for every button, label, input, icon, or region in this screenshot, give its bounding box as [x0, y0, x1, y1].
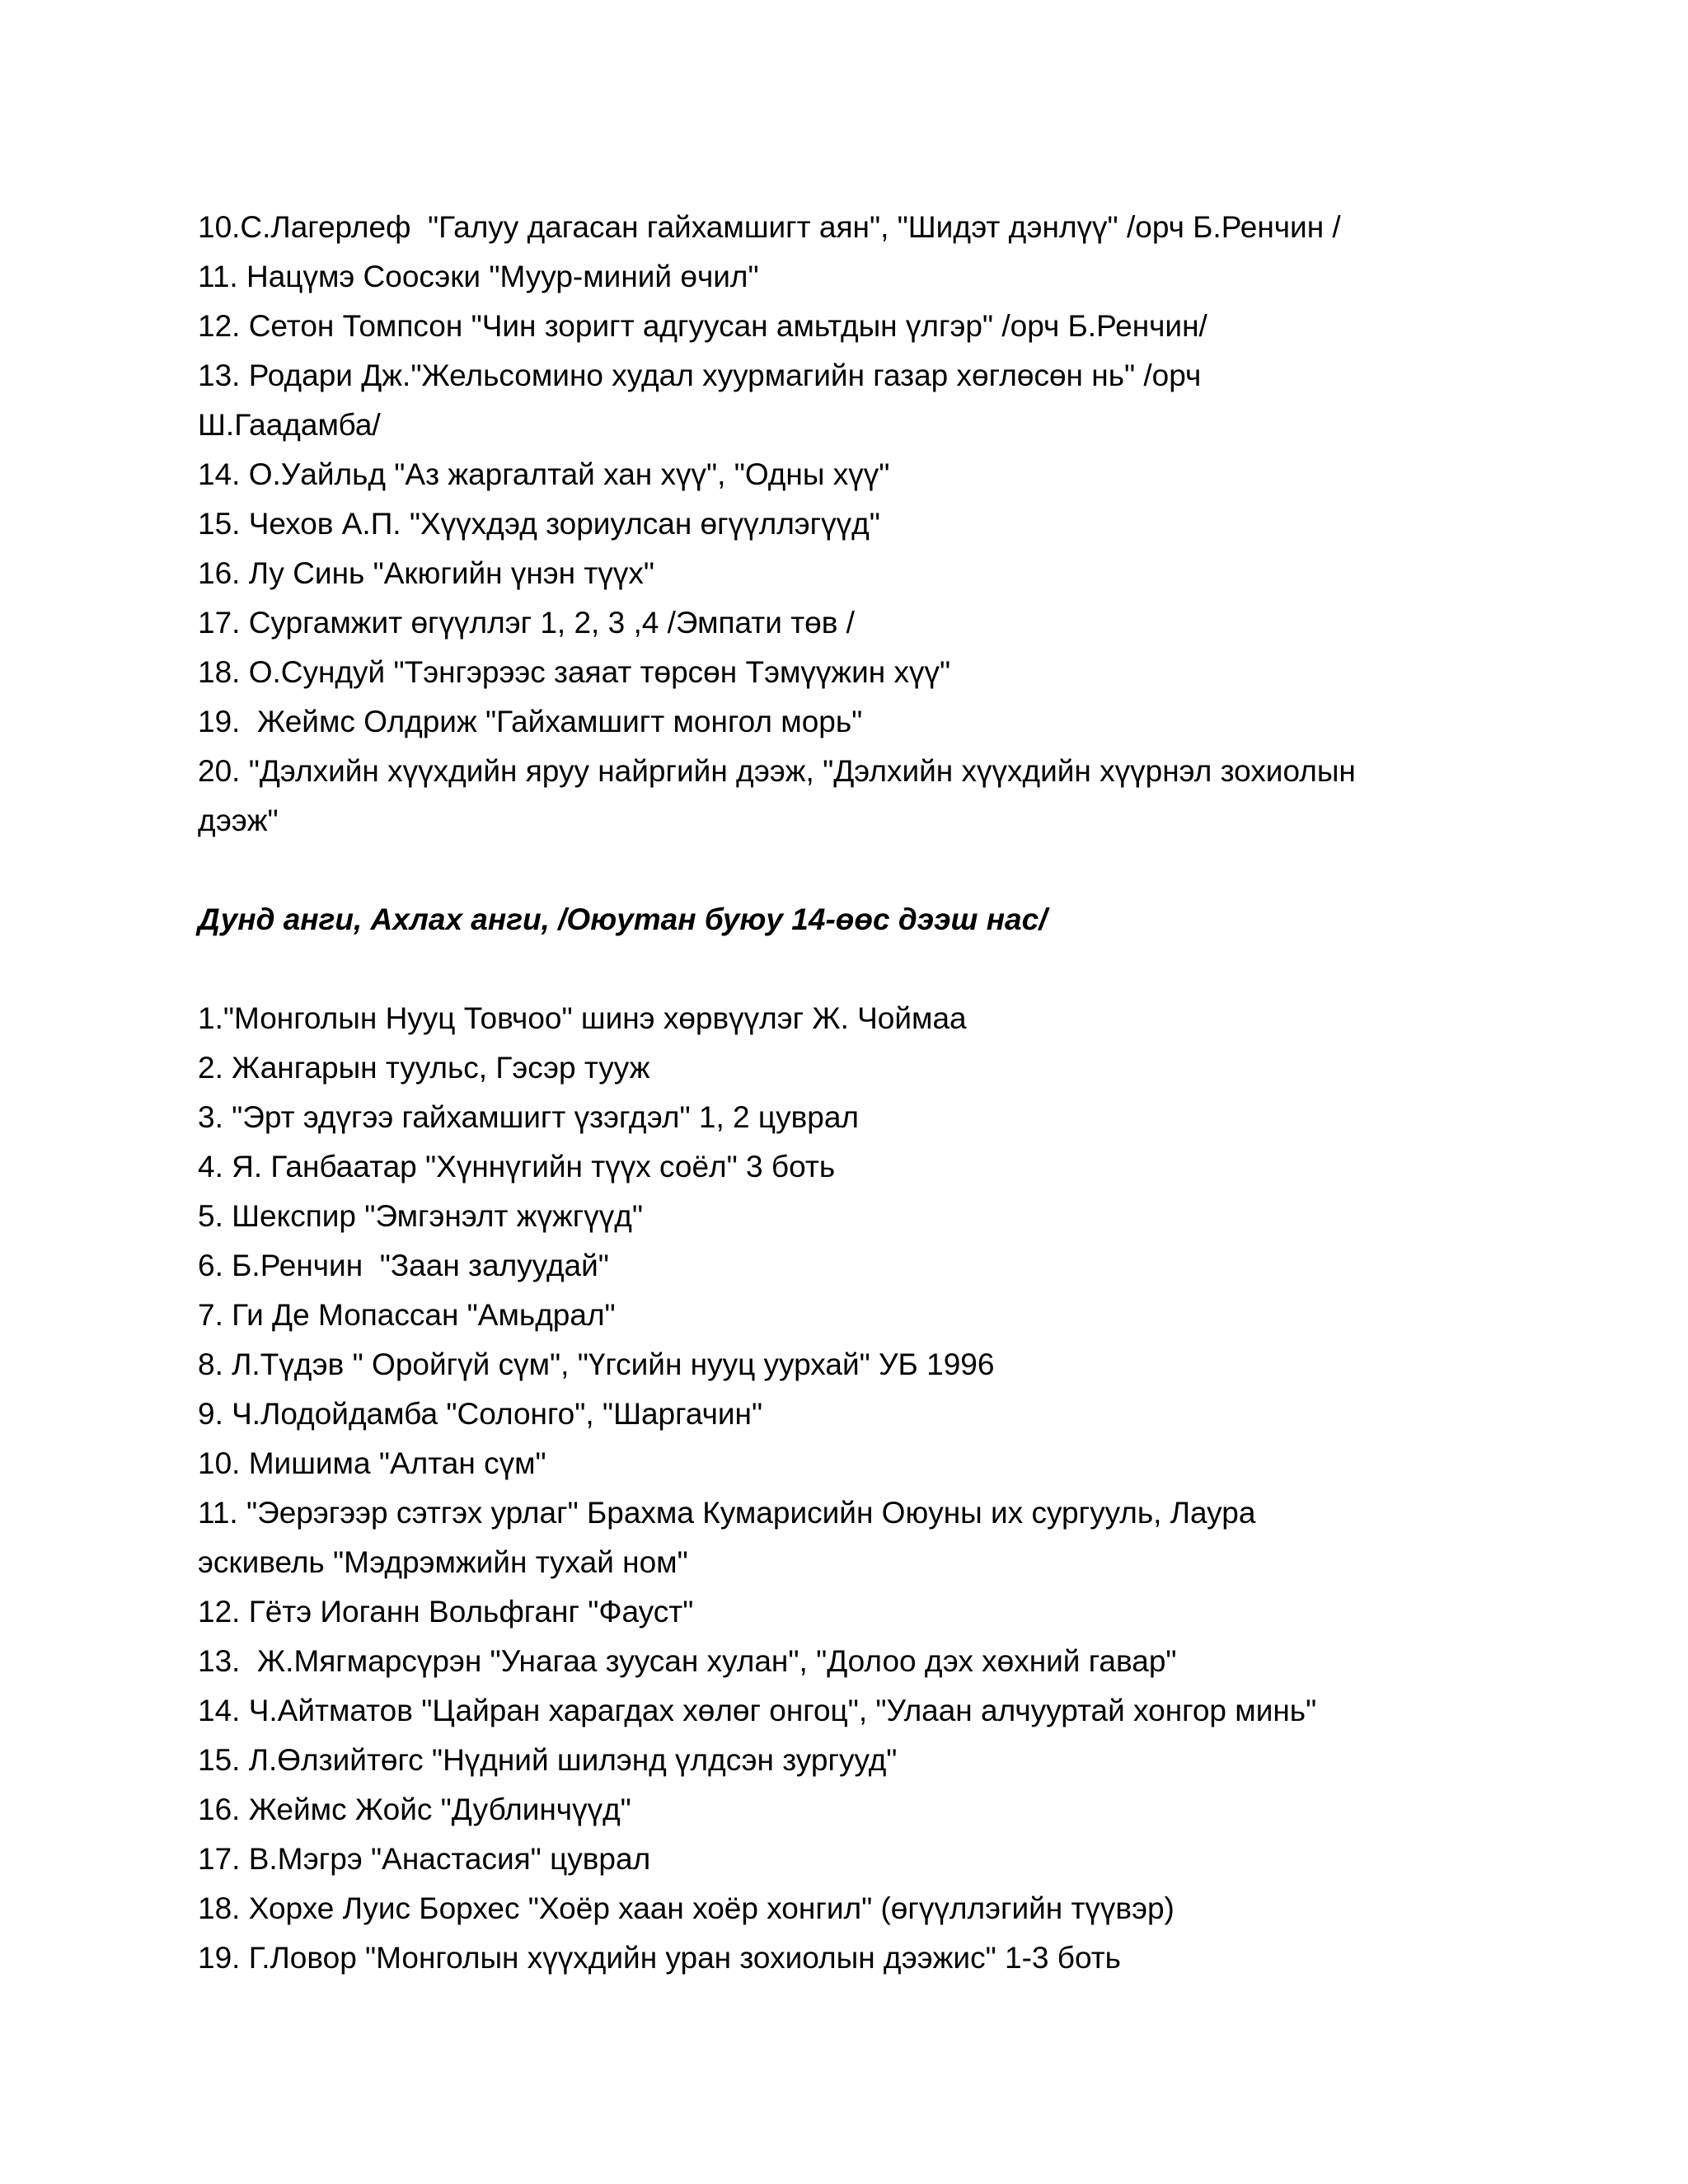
list-item: 3. "Эрт эдүгээ гайхамшигт үзэгдэл" 1, 2 цуврал — [198, 1100, 859, 1134]
list-item: 1."Монголын Нууц Товчоо" шинэ хөрвүүлэг Ж. Чоймаа — [198, 1001, 967, 1035]
spacer — [198, 944, 1500, 994]
list-item: 13. Родари Дж."Жельсомино худал хуурмагийн газар хөглөсөн нь" /орч — [198, 359, 1202, 392]
reading-list-part-1 — [198, 203, 1500, 846]
list-item: 9. Ч.Лодойдамба "Солонго", "Шаргачин" — [198, 1397, 763, 1431]
list-item: 15. Л.Өлзийтөгс "Нүдний шилэнд үлдсэн зургууд" — [198, 1743, 898, 1777]
list-item: 7. Ги Де Мопассан "Амьдрал" — [198, 1298, 616, 1332]
list-item: 19. Жеймс Олдриж "Гайхамшигт монгол морь" — [198, 705, 863, 738]
list-item: 10. Мишима "Алтан сүм" — [198, 1446, 546, 1480]
list-item: 18. Хорхе Луис Борхес "Хоёр хаан хоёр хонгил" (өгүүллэгийн түүвэр) — [198, 1891, 1175, 1925]
list-item: 10.С.Лагерлеф "Галуу дагасан гайхамшигт аян", "Шидэт дэнлүү" /орч Б.Ренчин / — [198, 210, 1341, 244]
reading-list-part-2 — [198, 994, 1500, 1983]
list-item: 5. Шекспир "Эмгэнэлт жүжгүүд" — [198, 1199, 643, 1233]
list-item-continuation: дээж" — [198, 804, 279, 837]
list-item: 4. Я. Ганбаатар "Хүннүгийн түүх соёл" 3 боть — [198, 1150, 836, 1183]
list-item: 16. Лу Синь "Акюгийн үнэн түүх" — [198, 556, 654, 590]
list-item: 6. Б.Ренчин "Заан залуудай" — [198, 1249, 609, 1282]
list-item: 17. В.Мэгрэ "Анастасия" цуврал — [198, 1842, 651, 1876]
list-item: 17. Сургамжит өгүүллэг 1, 2, 3 ,4 /Эмпати төв / — [198, 606, 855, 640]
section-heading: Дунд анги, Ахлах анги, /Оюутан буюу 14-өөс дээш нас/ — [198, 902, 1048, 936]
list-item-continuation: эскивель "Мэдрэмжийн тухай ном" — [198, 1545, 688, 1579]
list-item: 14. О.Уайльд "Аз жаргалтай хан хүү", "Одны хүү" — [198, 457, 890, 491]
list-item: 15. Чехов А.П. "Хүүхдэд зориулсан өгүүллэгүүд" — [198, 507, 880, 541]
list-item: 12. Сетон Томпсон "Чин зоригт адгуусан амьтдын үлгэр" /орч Б.Ренчин/ — [198, 309, 1207, 343]
list-item: 12. Гётэ Иоганн Вольфганг "Фауст" — [198, 1595, 694, 1629]
list-item: 18. О.Сундуй "Тэнгэрээс заяат төрсөн Тэмүүжин хүү" — [198, 655, 951, 689]
list-item: 19. Г.Ловор "Монголын хүүхдийн уран зохиолын дээжис" 1-3 боть — [198, 1941, 1121, 1975]
spacer — [198, 846, 1500, 895]
list-item: 14. Ч.Айтматов "Цайран харагдах хөлөг онгоц", "Улаан алчууртай хонгор минь" — [198, 1694, 1317, 1727]
list-item-continuation: Ш.Гаадамба/ — [198, 408, 381, 442]
document-content — [198, 203, 1500, 1983]
list-item: 20. "Дэлхийн хүүхдийн яруу найргийн дээж, "Дэлхийн хүүхдийн хүүрнэл зохиолын — [198, 754, 1356, 788]
list-item: 8. Л.Түдэв " Оройгүй сүм", "Үгсийн нууц уурхай" УБ 1996 — [198, 1347, 995, 1381]
list-item: 16. Жеймс Жойс "Дублинчүүд" — [198, 1793, 631, 1826]
list-item: 11. Нацүмэ Соосэки "Муур-миний өчил" — [198, 260, 759, 293]
list-item: 13. Ж.Мягмарсүрэн "Унагаа зуусан хулан", "Долоо дэх хөхний гавар" — [198, 1644, 1177, 1678]
list-item: 11. "Эерэгээр сэтгэх урлаг" Брахма Кумарисийн Оюуны их сургууль, Лаура — [198, 1496, 1256, 1530]
list-item: 2. Жангарын туульс, Гэсэр тууж — [198, 1051, 650, 1085]
